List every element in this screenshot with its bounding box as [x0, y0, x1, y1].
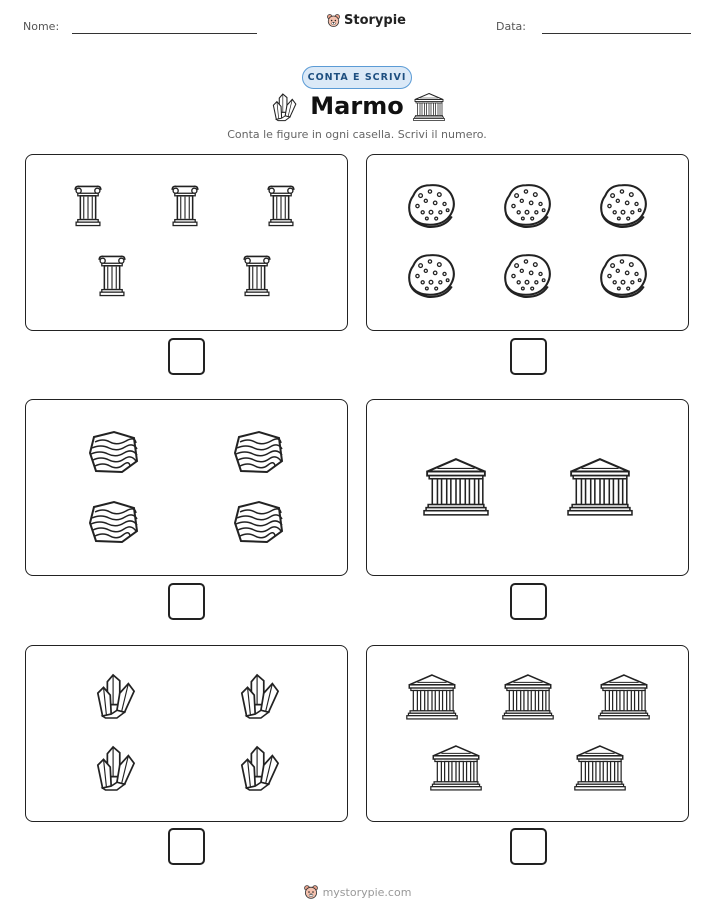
answer-box-5[interactable] [168, 828, 205, 865]
temple-icon [406, 673, 458, 721]
speckled-rock-icon [405, 251, 457, 299]
count-panel-6 [366, 645, 689, 822]
answer-box-1[interactable] [168, 338, 205, 375]
temple-icon [423, 457, 489, 517]
marble-block-icon [231, 498, 285, 546]
marble-block-icon [86, 498, 140, 546]
column-icon [264, 183, 298, 229]
brand-logo [326, 13, 406, 28]
bear-mascot-icon [326, 13, 341, 28]
count-panel-1 [25, 154, 348, 331]
date-field[interactable] [542, 33, 691, 34]
bear-mascot-icon [303, 884, 319, 900]
temple-icon [502, 673, 554, 721]
answer-box-4[interactable] [510, 583, 547, 620]
count-panel-4 [366, 399, 689, 576]
marble-block-icon [231, 428, 285, 476]
page-title: Marmo [310, 92, 404, 120]
footer [0, 884, 714, 900]
marble-block-icon [86, 428, 140, 476]
column-icon [168, 183, 202, 229]
name-label: Nome: [23, 20, 60, 33]
temple-icon [567, 457, 633, 517]
count-panel-5 [25, 645, 348, 822]
column-icon [71, 183, 105, 229]
crystal-icon [94, 742, 136, 794]
temple-icon [574, 744, 626, 792]
temple-icon [430, 744, 482, 792]
brand-name: Storypie [344, 13, 406, 28]
answer-box-2[interactable] [510, 338, 547, 375]
temple-icon [598, 673, 650, 721]
temple-icon [413, 92, 445, 122]
crystal-icon [238, 670, 280, 722]
speckled-rock-icon [501, 251, 553, 299]
speckled-rock-icon [405, 181, 457, 229]
count-panel-3 [25, 399, 348, 576]
worksheet-badge: CONTA E SCRIVI [302, 66, 412, 89]
crystal-icon [94, 670, 136, 722]
speckled-rock-icon [597, 181, 649, 229]
count-panel-2 [366, 154, 689, 331]
column-icon [240, 253, 274, 299]
date-label: Data: [496, 20, 526, 33]
speckled-rock-icon [597, 251, 649, 299]
column-icon [95, 253, 129, 299]
name-field[interactable] [72, 33, 257, 34]
footer-site: mystorypie.com [322, 885, 412, 899]
speckled-rock-icon [501, 181, 553, 229]
answer-box-6[interactable] [510, 828, 547, 865]
instructions: Conta le figure in ogni casella. Scrivi il numero. [227, 128, 487, 141]
crystal-icon [238, 742, 280, 794]
answer-box-3[interactable] [168, 583, 205, 620]
